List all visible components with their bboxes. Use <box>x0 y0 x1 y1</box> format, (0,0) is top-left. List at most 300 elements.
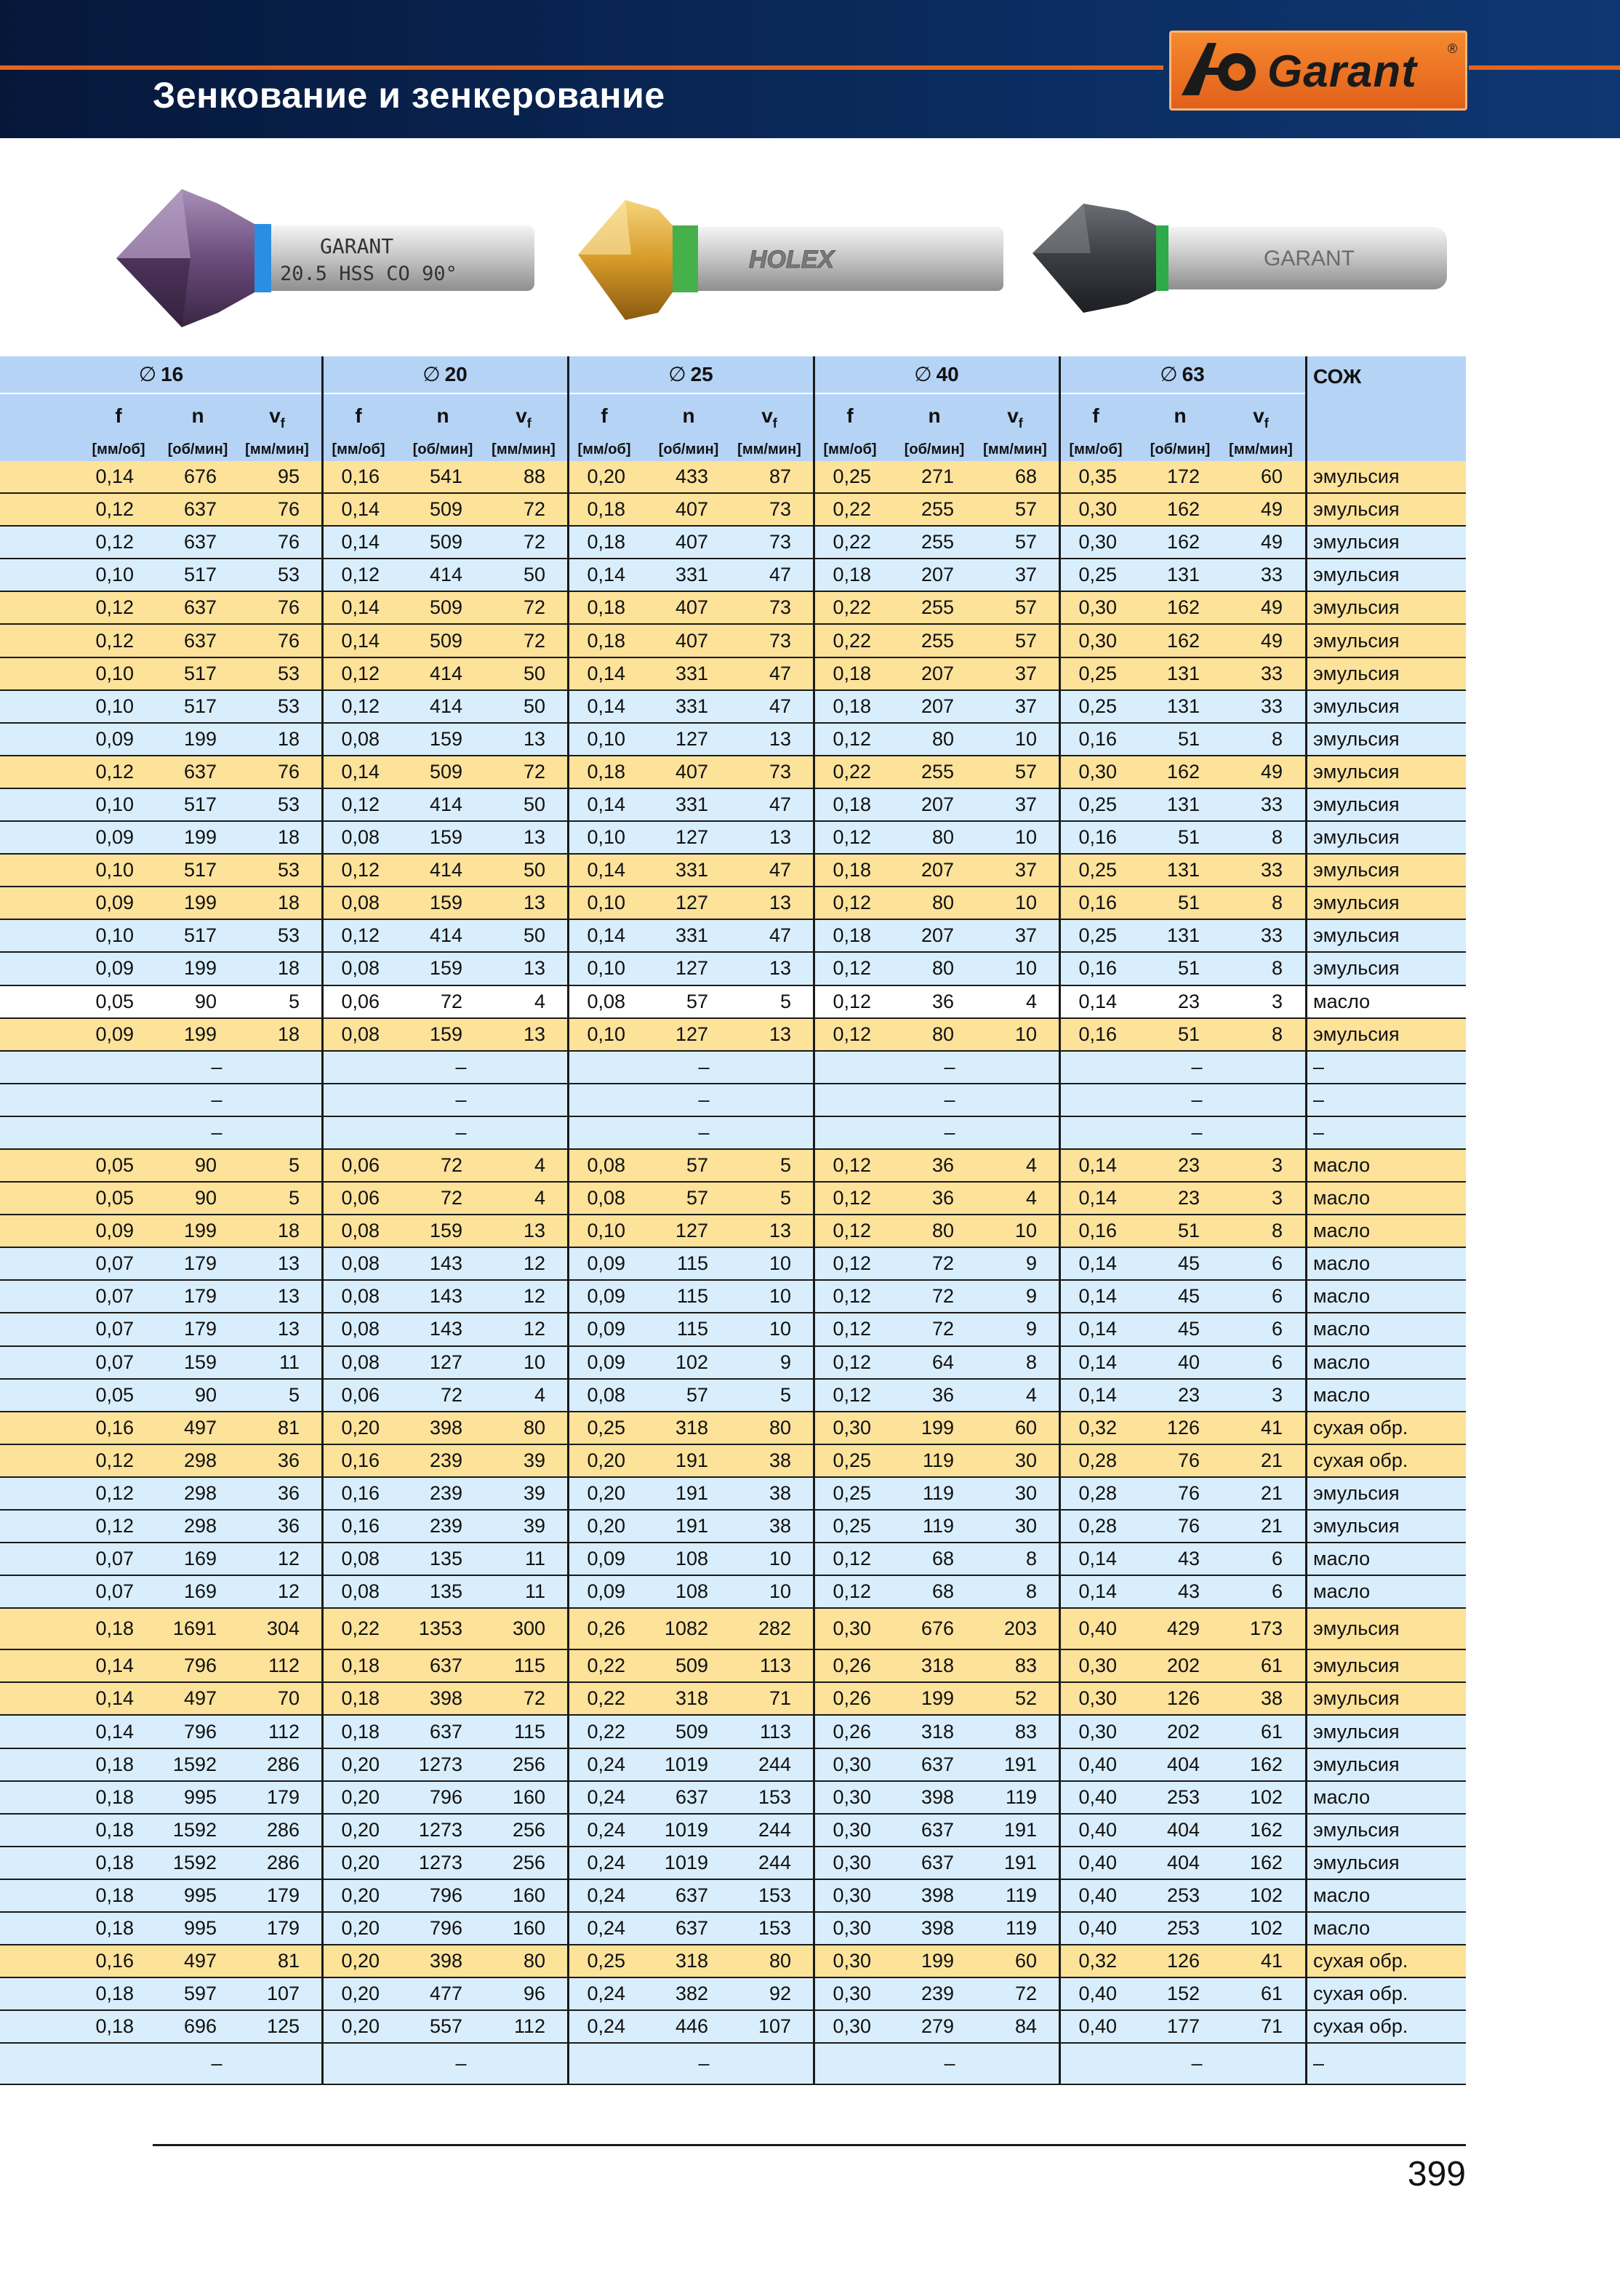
empty-cell: – <box>211 1055 222 1078</box>
feedrate-value: 5 <box>779 1187 791 1209</box>
speed-value: 1592 <box>172 1818 217 1841</box>
feedrate-value: 37 <box>1014 793 1037 815</box>
feedrate-value: 57 <box>1014 629 1037 652</box>
speed-value: 497 <box>183 1687 217 1710</box>
feed-value: 0,24 <box>587 1917 625 1940</box>
feedrate-value: 61 <box>1260 1720 1283 1743</box>
speed-value: 127 <box>675 892 708 914</box>
table-row <box>0 1117 1466 1150</box>
v-subscript: f <box>280 415 285 431</box>
empty-cell: – <box>1191 1088 1203 1111</box>
feedrate-value: 81 <box>277 1950 300 1972</box>
feedrate-value: 50 <box>523 695 545 717</box>
table-body <box>0 461 1466 2085</box>
feed-value: 0,18 <box>833 859 871 881</box>
speed-value: 255 <box>921 498 954 521</box>
feedrate-value: 5 <box>779 1154 791 1177</box>
feed-value: 0,24 <box>587 1753 625 1775</box>
feedrate-value: 21 <box>1260 1481 1283 1504</box>
diameter-symbol: ∅ <box>668 363 686 385</box>
speed-value: 119 <box>922 1515 954 1537</box>
speed-value: 64 <box>931 1351 954 1373</box>
feed-value: 0,12 <box>833 727 871 750</box>
speed-value: 80 <box>931 1220 954 1242</box>
speed-value: 253 <box>1166 1917 1200 1940</box>
feedrate-value: 8 <box>1271 957 1283 980</box>
feedrate-value: 39 <box>523 1481 545 1504</box>
feedrate-value: 49 <box>1260 498 1283 521</box>
feedrate-value: 179 <box>266 1917 300 1940</box>
coolant-value: эмульсия <box>1313 1818 1400 1841</box>
table-row <box>0 494 1466 527</box>
speed-value: 497 <box>183 1950 217 1972</box>
speed-value: 407 <box>675 596 708 619</box>
feed-value: 0,14 <box>1078 1580 1117 1603</box>
column-separator <box>567 356 569 2085</box>
speed-value: 414 <box>429 564 462 586</box>
speed-value: 199 <box>921 1687 954 1710</box>
feed-value: 0,28 <box>1078 1481 1117 1504</box>
v-subscript: f <box>1018 415 1023 431</box>
speed-value: 51 <box>1177 727 1200 750</box>
speed-value: 207 <box>921 859 954 881</box>
feed-value: 0,05 <box>95 990 134 1012</box>
f-header <box>814 394 886 438</box>
feedrate-value: 37 <box>1014 924 1037 947</box>
feed-value: 0,30 <box>833 1785 871 1808</box>
v-label: v <box>1007 404 1019 427</box>
coolant-value: масло <box>1313 1285 1371 1308</box>
table-row <box>0 2011 1466 2044</box>
feed-value: 0,18 <box>95 1753 134 1775</box>
speed-value: 127 <box>675 1220 708 1242</box>
feedrate-value: 41 <box>1260 1950 1283 1972</box>
feed-value: 0,12 <box>341 695 380 717</box>
speed-value: 676 <box>183 465 217 488</box>
table-row <box>0 1749 1466 1782</box>
feed-value: 0,10 <box>587 1023 625 1045</box>
speed-value: 995 <box>183 1917 217 1940</box>
feed-value: 0,12 <box>833 1383 871 1406</box>
speed-value: 637 <box>675 1785 708 1808</box>
speed-value: 131 <box>1166 793 1200 815</box>
feedrate-value: 38 <box>769 1515 791 1537</box>
feed-value: 0,18 <box>833 564 871 586</box>
feedrate-value: 36 <box>277 1449 300 1471</box>
speed-value: 51 <box>1177 957 1200 980</box>
coolant-value: эмульсия <box>1313 727 1400 750</box>
f-label: f <box>846 404 854 427</box>
speed-value: 398 <box>921 1785 954 1808</box>
feedrate-value: 102 <box>1249 1785 1283 1808</box>
diameter-header-20 <box>322 356 568 393</box>
speed-value: 1273 <box>418 1818 462 1841</box>
feedrate-value: 13 <box>523 957 545 980</box>
feedrate-value: 49 <box>1260 629 1283 652</box>
coolant-value: масло <box>1313 1351 1371 1373</box>
feed-value: 0,26 <box>833 1655 871 1677</box>
table-row <box>0 1880 1466 1913</box>
feed-value: 0,12 <box>341 793 380 815</box>
speed-value: 36 <box>931 1383 954 1406</box>
empty-cell: – <box>455 1088 467 1111</box>
speed-value: 179 <box>183 1285 217 1308</box>
f-header <box>322 394 395 438</box>
diameter-value: 63 <box>1182 363 1205 385</box>
feed-value: 0,09 <box>587 1252 625 1275</box>
feedrate-value: 107 <box>758 2015 791 2038</box>
speed-value: 191 <box>675 1481 708 1504</box>
n-header <box>161 394 234 438</box>
f-unit: [мм/об] <box>823 441 877 457</box>
feed-value: 0,25 <box>1078 924 1117 947</box>
column-separator <box>1305 356 1307 2085</box>
feed-value: 0,09 <box>95 1023 134 1045</box>
table-row <box>0 887 1466 920</box>
feedrate-value: 76 <box>277 629 300 652</box>
feedrate-value: 61 <box>1260 1983 1283 2005</box>
feedrate-value: 4 <box>1025 990 1037 1012</box>
feed-value: 0,07 <box>95 1285 134 1308</box>
feedrate-value: 160 <box>512 1785 545 1808</box>
feed-value: 0,14 <box>1078 1252 1117 1275</box>
feed-value: 0,07 <box>95 1252 134 1275</box>
speed-value: 298 <box>183 1449 217 1471</box>
speed-value: 76 <box>1177 1481 1200 1504</box>
speed-value: 433 <box>675 465 708 488</box>
feed-value: 0,30 <box>833 1753 871 1775</box>
feedrate-value: 10 <box>1014 1023 1037 1045</box>
tool-3-marking: GARANT <box>1264 247 1355 271</box>
feedrate-value: 244 <box>758 1818 791 1841</box>
feed-value: 0,12 <box>833 892 871 914</box>
speed-value: 207 <box>921 695 954 717</box>
feed-value: 0,40 <box>1078 1983 1117 2005</box>
speed-value: 676 <box>921 1617 954 1640</box>
speed-value: 127 <box>675 727 708 750</box>
feed-value: 0,20 <box>341 1818 380 1841</box>
feedrate-value: 6 <box>1271 1285 1283 1308</box>
coolant-value: масло <box>1313 1580 1371 1603</box>
feedrate-value: 191 <box>1003 1753 1037 1775</box>
feed-value: 0,08 <box>341 1285 380 1308</box>
feed-value: 0,14 <box>95 1720 134 1743</box>
speed-value: 68 <box>931 1548 954 1570</box>
speed-value: 179 <box>183 1252 217 1275</box>
speed-value: 407 <box>675 629 708 652</box>
feed-value: 0,40 <box>1078 1785 1117 1808</box>
feed-value: 0,06 <box>341 1154 380 1177</box>
feed-value: 0,08 <box>341 1252 380 1275</box>
table-row <box>0 1380 1466 1412</box>
feedrate-value: 30 <box>1014 1449 1037 1471</box>
coolant-value: – <box>1313 1121 1325 1143</box>
feedrate-value: 256 <box>512 1851 545 1873</box>
speed-value: 517 <box>183 793 217 815</box>
logo-registered-mark: ® <box>1448 41 1458 56</box>
vf-header <box>487 394 560 438</box>
feed-value: 0,12 <box>341 924 380 947</box>
feedrate-value: 73 <box>769 760 791 783</box>
feedrate-value: 304 <box>266 1617 300 1640</box>
vf-header <box>1224 394 1297 438</box>
feedrate-value: 60 <box>1260 465 1283 488</box>
table-row <box>0 1347 1466 1380</box>
column-separator <box>321 356 324 2085</box>
coolant-value: эмульсия <box>1313 924 1400 947</box>
feed-value: 0,30 <box>833 2015 871 2038</box>
feedrate-value: 21 <box>1260 1515 1283 1537</box>
table-row <box>0 756 1466 789</box>
speed-value: 1019 <box>664 1851 708 1873</box>
feedrate-value: 72 <box>523 760 545 783</box>
feedrate-value: 286 <box>266 1753 300 1775</box>
speed-value: 80 <box>931 1023 954 1045</box>
feed-value: 0,09 <box>587 1580 625 1603</box>
speed-value: 398 <box>921 1917 954 1940</box>
speed-value: 382 <box>675 1983 708 2005</box>
table-row <box>0 1511 1466 1543</box>
speed-value: 57 <box>686 1154 708 1177</box>
speed-value: 517 <box>183 564 217 586</box>
feed-value: 0,20 <box>341 1416 380 1439</box>
table-row <box>0 855 1466 887</box>
feed-value: 0,30 <box>833 1818 871 1841</box>
f-label: f <box>1092 404 1099 427</box>
feedrate-value: 112 <box>513 2015 545 2038</box>
feedrate-value: 10 <box>769 1318 791 1340</box>
feed-value: 0,14 <box>1078 1383 1117 1406</box>
feedrate-value: 13 <box>277 1318 300 1340</box>
speed-value: 143 <box>429 1318 462 1340</box>
speed-value: 318 <box>921 1655 954 1677</box>
feed-value: 0,20 <box>341 1917 380 1940</box>
coolant-value: эмульсия <box>1313 498 1400 521</box>
feed-value: 0,08 <box>587 1187 625 1209</box>
feedrate-value: 9 <box>1025 1285 1037 1308</box>
feed-value: 0,08 <box>341 1351 380 1373</box>
feed-value: 0,20 <box>341 1851 380 1873</box>
speed-value: 1353 <box>418 1617 462 1640</box>
feedrate-value: 162 <box>1249 1851 1283 1873</box>
feedrate-value: 80 <box>523 1950 545 1972</box>
feedrate-value: 10 <box>1014 727 1037 750</box>
feedrate-value: 73 <box>769 596 791 619</box>
table-row <box>0 1650 1466 1683</box>
feedrate-value: 9 <box>779 1351 791 1373</box>
speed-value: 407 <box>675 498 708 521</box>
feed-value: 0,12 <box>95 531 134 553</box>
table-row <box>0 2044 1466 2085</box>
feed-value: 0,08 <box>341 727 380 750</box>
speed-value: 331 <box>675 793 708 815</box>
coolant-value: эмульсия <box>1313 760 1400 783</box>
feedrate-value: 70 <box>277 1687 300 1710</box>
speed-value: 414 <box>429 793 462 815</box>
feedrate-value: 61 <box>1260 1655 1283 1677</box>
feed-value: 0,14 <box>1078 1187 1117 1209</box>
feed-value: 0,14 <box>1078 1351 1117 1373</box>
feedrate-value: 53 <box>277 695 300 717</box>
speed-value: 414 <box>429 662 462 684</box>
feedrate-value: 10 <box>1014 892 1037 914</box>
feed-value: 0,24 <box>587 2015 625 2038</box>
n-label: n <box>191 404 204 427</box>
speed-value: 637 <box>183 760 217 783</box>
speed-value: 51 <box>1177 892 1200 914</box>
diameter-symbol: ∅ <box>422 363 441 385</box>
feedrate-value: 13 <box>277 1285 300 1308</box>
speed-value: 162 <box>1166 596 1200 619</box>
feedrate-value: 4 <box>1025 1154 1037 1177</box>
feedrate-value: 115 <box>513 1655 545 1677</box>
feed-value: 0,18 <box>95 1818 134 1841</box>
feedrate-value: 47 <box>769 924 791 947</box>
empty-cell: – <box>698 2052 710 2075</box>
feed-value: 0,22 <box>341 1617 380 1640</box>
feed-value: 0,16 <box>1078 826 1117 849</box>
tool-1 <box>116 189 534 327</box>
speed-value: 796 <box>429 1785 462 1808</box>
coolant-value: масло <box>1313 1318 1371 1340</box>
feed-value: 0,16 <box>95 1416 134 1439</box>
feed-value: 0,30 <box>1078 629 1117 652</box>
feed-value: 0,07 <box>95 1351 134 1373</box>
feed-value: 0,18 <box>833 793 871 815</box>
feed-value: 0,25 <box>833 1449 871 1471</box>
feed-value: 0,24 <box>587 1818 625 1841</box>
speed-value: 557 <box>429 2015 462 2038</box>
speed-value: 637 <box>921 1753 954 1775</box>
feedrate-value: 92 <box>769 1983 791 2005</box>
speed-value: 995 <box>183 1785 217 1808</box>
speed-value: 202 <box>1166 1655 1200 1677</box>
feed-value: 0,22 <box>833 596 871 619</box>
vf-header <box>241 394 313 438</box>
vf-unit: [мм/мин] <box>492 441 556 457</box>
speed-value: 637 <box>183 596 217 619</box>
speed-value: 298 <box>183 1481 217 1504</box>
table-row <box>0 986 1466 1019</box>
n-label: n <box>682 404 695 427</box>
speed-value: 207 <box>921 793 954 815</box>
speed-value: 517 <box>183 695 217 717</box>
speed-value: 90 <box>194 1154 217 1177</box>
feedrate-value: 21 <box>1260 1449 1283 1471</box>
feed-value: 0,09 <box>95 826 134 849</box>
coolant-value: масло <box>1313 1187 1371 1209</box>
speed-value: 318 <box>675 1416 708 1439</box>
coolant-value: эмульсия <box>1313 892 1400 914</box>
feed-value: 0,16 <box>341 465 380 488</box>
feedrate-value: 57 <box>1014 596 1037 619</box>
speed-value: 398 <box>429 1416 462 1439</box>
speed-value: 796 <box>183 1720 217 1743</box>
logo-text: Garant <box>1267 47 1417 97</box>
coolant-value: масло <box>1313 1884 1371 1906</box>
diameter-symbol: ∅ <box>1160 363 1178 385</box>
f-label: f <box>355 404 362 427</box>
speed-value: 43 <box>1177 1580 1200 1603</box>
feedrate-value: 18 <box>277 826 300 849</box>
feed-value: 0,14 <box>587 793 625 815</box>
speed-value: 199 <box>183 957 217 980</box>
feedrate-value: 8 <box>1271 1023 1283 1045</box>
v-label: v <box>761 404 773 427</box>
feed-value: 0,06 <box>341 1383 380 1406</box>
speed-value: 637 <box>921 1818 954 1841</box>
feed-value: 0,20 <box>587 1449 625 1471</box>
speed-value: 159 <box>429 1220 462 1242</box>
feedrate-value: 13 <box>523 892 545 914</box>
speed-value: 159 <box>429 892 462 914</box>
diameter-header-25 <box>568 356 814 393</box>
feed-value: 0,22 <box>833 629 871 652</box>
speed-value: 72 <box>440 1187 462 1209</box>
table-row <box>0 1815 1466 1847</box>
table-row <box>0 1150 1466 1183</box>
feed-value: 0,30 <box>833 1983 871 2005</box>
speed-value: 36 <box>931 1154 954 1177</box>
coolant-value: эмульсия <box>1313 596 1400 619</box>
feedrate-value: 8 <box>1271 1220 1283 1242</box>
feed-value: 0,16 <box>1078 727 1117 750</box>
speed-value: 23 <box>1177 1154 1200 1177</box>
speed-value: 1592 <box>172 1851 217 1873</box>
feed-value: 0,18 <box>341 1687 380 1710</box>
speed-value: 1273 <box>418 1851 462 1873</box>
feedrate-value: 37 <box>1014 564 1037 586</box>
vf-unit: [мм/мин] <box>1229 441 1293 457</box>
feedrate-value: 4 <box>534 990 545 1012</box>
feed-value: 0,30 <box>833 1950 871 1972</box>
table-row <box>0 1683 1466 1716</box>
speed-value: 57 <box>686 1187 708 1209</box>
feed-value: 0,08 <box>587 1383 625 1406</box>
speed-value: 126 <box>1166 1950 1200 1972</box>
feed-value: 0,10 <box>95 695 134 717</box>
feedrate-value: 12 <box>523 1318 545 1340</box>
v-subscript: f <box>526 415 532 431</box>
feed-value: 0,18 <box>95 2015 134 2038</box>
table-row <box>0 658 1466 691</box>
speed-value: 407 <box>675 760 708 783</box>
diameter-header-40 <box>814 356 1059 393</box>
feedrate-value: 113 <box>759 1720 791 1743</box>
table-row <box>0 1576 1466 1609</box>
speed-value: 152 <box>1166 1983 1200 2005</box>
speed-value: 119 <box>922 1449 954 1471</box>
feedrate-value: 33 <box>1260 564 1283 586</box>
n-unit: [об/мин] <box>904 441 965 457</box>
feed-value: 0,25 <box>1078 793 1117 815</box>
f-unit: [мм/об] <box>577 441 631 457</box>
coolant-value: масло <box>1313 1252 1371 1275</box>
speed-value: 255 <box>921 531 954 553</box>
feedrate-value: 244 <box>758 1851 791 1873</box>
speed-value: 127 <box>675 826 708 849</box>
feedrate-value: 244 <box>758 1753 791 1775</box>
v-label: v <box>516 404 527 427</box>
feedrate-value: 50 <box>523 924 545 947</box>
feed-value: 0,10 <box>95 793 134 815</box>
feedrate-value: 72 <box>523 596 545 619</box>
coolant-value: – <box>1313 2052 1325 2075</box>
coolant-value: эмульсия <box>1313 1655 1400 1677</box>
table-row <box>0 1052 1466 1084</box>
column-separator <box>813 356 815 2085</box>
feed-value: 0,22 <box>587 1720 625 1743</box>
